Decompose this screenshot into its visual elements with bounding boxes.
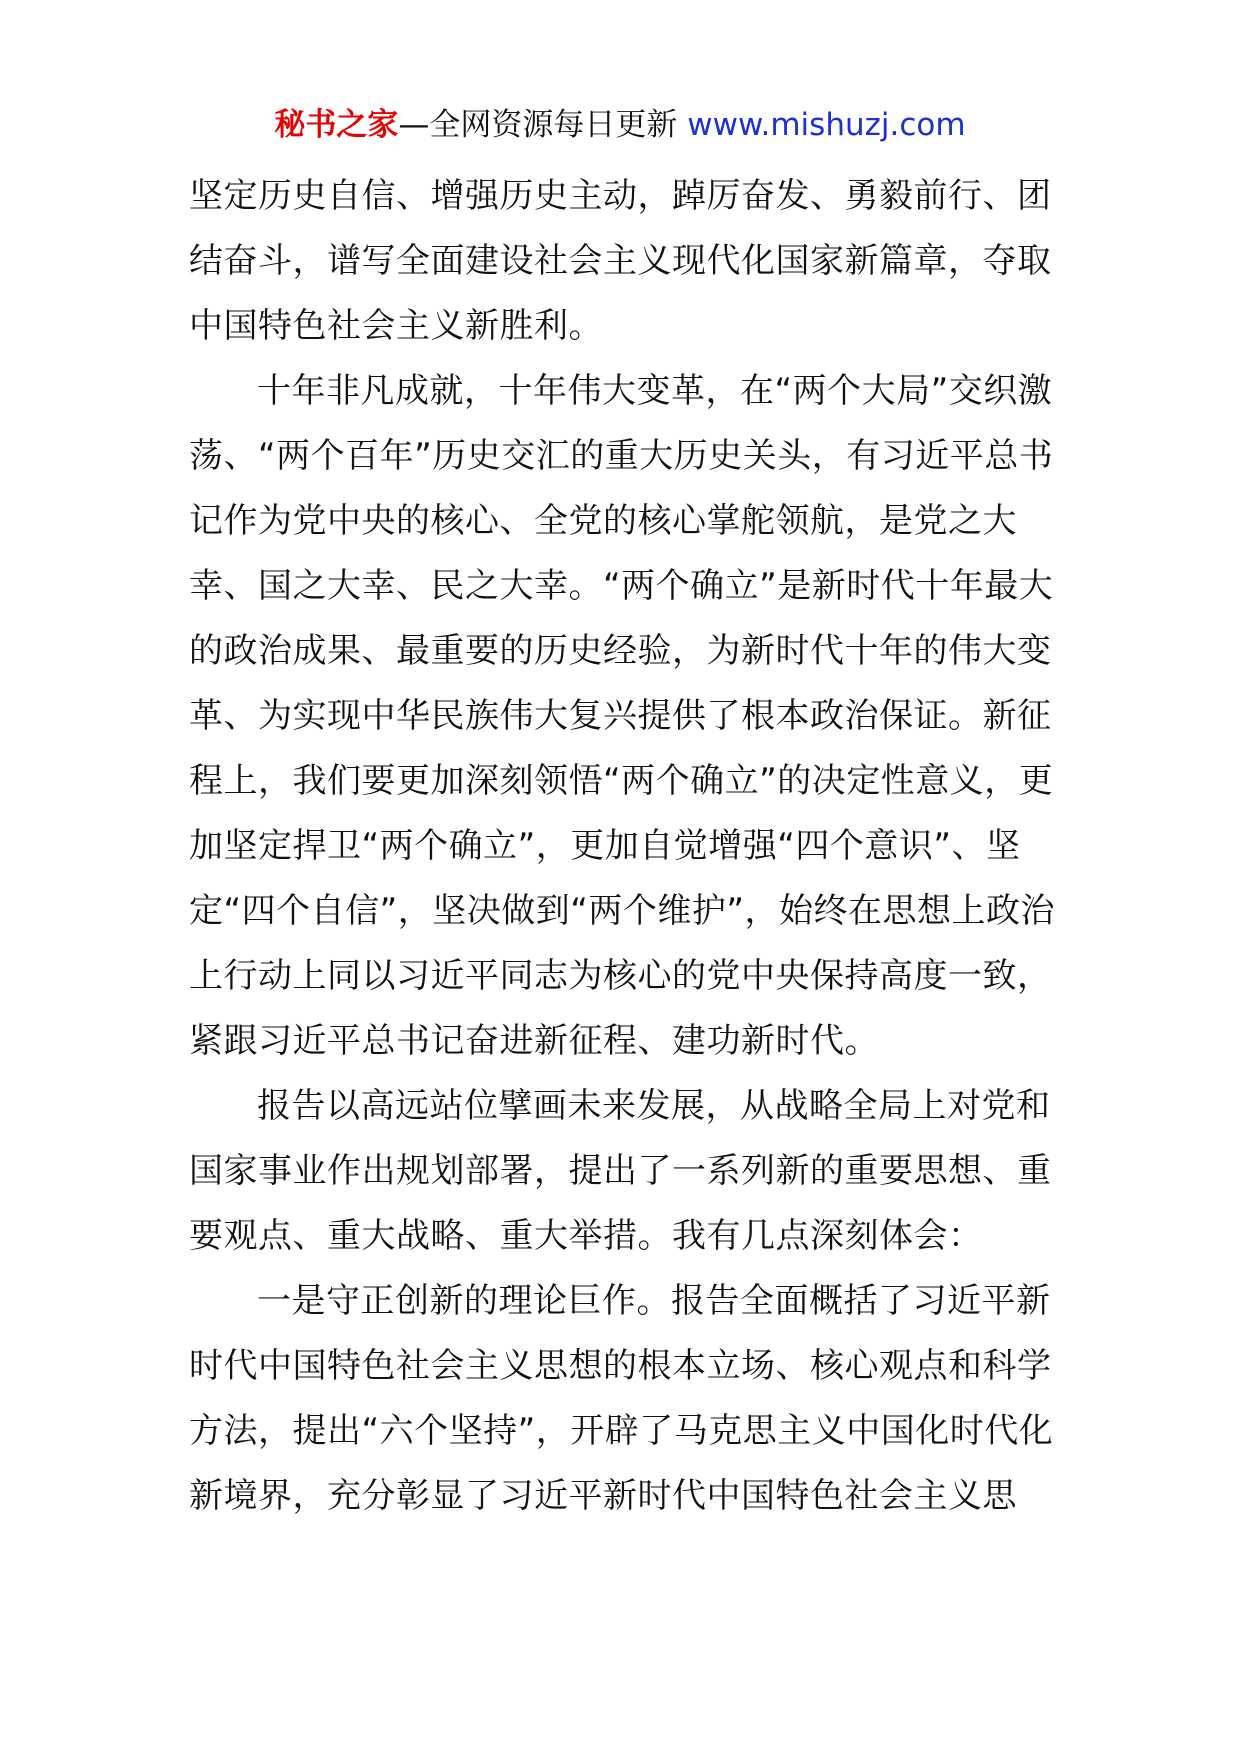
paragraph-2: 十年非凡成就，十年伟大变革，在“两个大局”交织激荡、“两个百年”历史交汇的重大历史关头，有习近平总书记作为党中央的核心、全党的核心掌舵领航，是党之大幸、国之大幸、民之大幸。“两个确立”是新时代十年最大的政治成果、最重要的历史经验，为新时代十年的伟大变革、为实现中华民族伟大复兴提供了根本政治保证。新征程上，我们要更加深刻领悟“两个确立”的决定性意义，更加坚定捍卫“两个确立”，更加自觉增强“四个意识”、坚定“四个自信”，坚决做到“两个维护”，始终在思想上政治上行动上同以习近平同志为核心的党中央保持高度一致，紧跟习近平总书记奋进新征程、建功新时代。 xyxy=(189,371,1055,1061)
paragraph-4: 一是守正创新的理论巨作。报告全面概括了习近平新时代中国特色社会主义思想的根本立场、核心观点和科学方法，提出“六个坚持”，开辟了马克思主义中国化时代化新境界，充分彰显了习近平新时代中国特色社会主义思 xyxy=(189,1281,1054,1516)
paragraph-1: 坚定历史自信、增强历史主动，踔厉奋发、勇毅前行、团结奋斗，谱写全面建设社会主义现代化国家新篇章，夺取中国特色社会主义新胜利。 xyxy=(189,176,1052,346)
header-site-link[interactable]: www.mishuzj.com xyxy=(687,107,966,143)
header-brand: 秘书之家 xyxy=(274,107,399,143)
page-header xyxy=(0,100,1240,150)
paragraph-3: 报告以高远站位擘画未来发展，从战略全局上对党和国家事业作出规划部署，提出了一系列新的重要思想、重要观点、重大战略、重大举措。我有几点深刻体会： xyxy=(189,1086,1052,1256)
document-body xyxy=(189,164,1059,1529)
header-tagline: —全网资源每日更新 xyxy=(398,107,688,143)
